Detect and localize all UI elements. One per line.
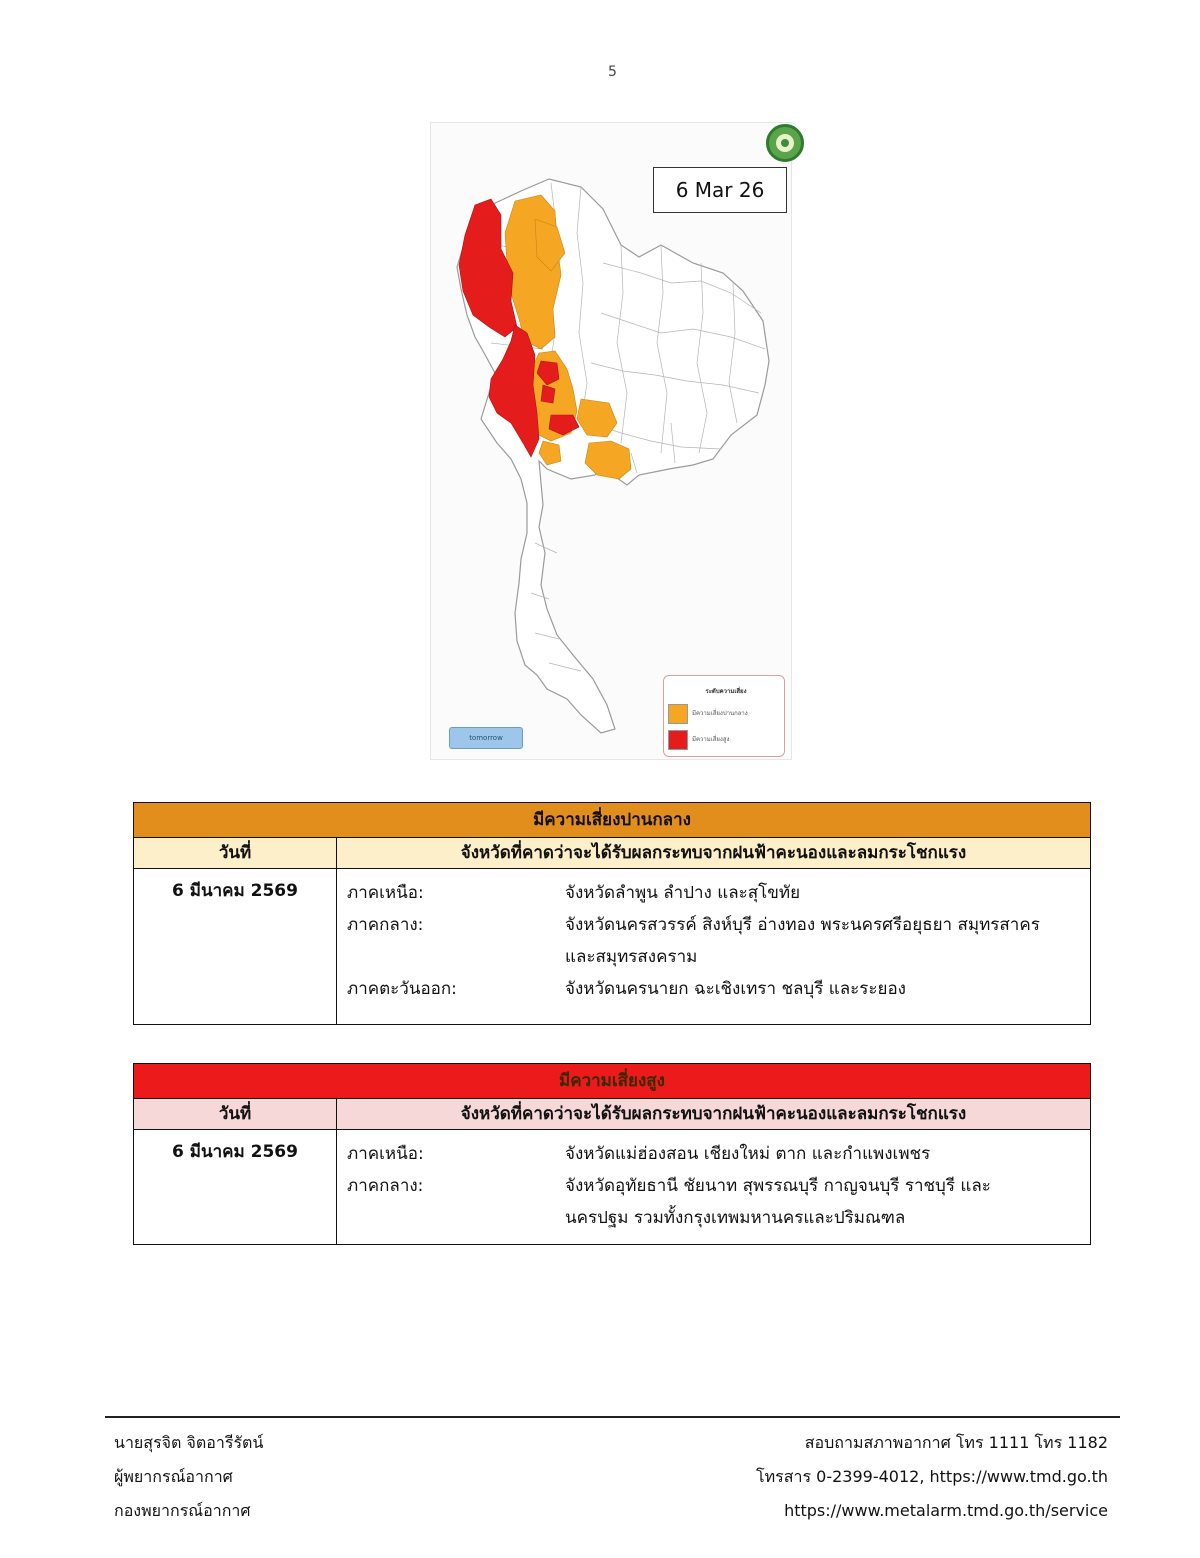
contact-phone: สอบถามสภาพอากาศ โทร 1111 โทร 1182 [804,1433,1108,1452]
page-number: 5 [608,64,617,80]
tmd-logo-core [781,139,789,147]
region-provinces: จังหวัดลำพูน ลำปาง และสุโขทัย [565,883,801,903]
legend-label-moderate: มีความเสี่ยงปานกลาง [692,710,748,717]
tmd-logo-icon [766,124,804,162]
region-name: ภาคกลาง: [347,915,424,935]
forecaster-title: ผู้พยากรณ์อากาศ [114,1467,233,1486]
region-name: ภาคกลาง: [347,1176,424,1196]
map-legend [663,675,785,757]
legend-item-moderate [668,704,782,722]
map-date-label: 6 Mar 26 [653,167,787,213]
footer-signature [114,1426,263,1528]
high-risk-table [133,1063,1091,1245]
moderate-col-date: วันที่ [134,838,337,869]
legend-title: ระดับความเสี่ยง [705,688,747,695]
footer-divider [105,1416,1120,1418]
legend-item-high [668,730,782,748]
tomorrow-logo: tomorrow [449,727,523,749]
moderate-region-row [347,909,1090,973]
high-regions [337,1130,1091,1245]
department-name: กองพยากรณ์อากาศ [114,1501,251,1520]
region-provinces: จังหวัดนครสวรรค์ สิงห์บุรี อ่างทอง พระนครศรีอยุธยา สมุทรสาคร และสมุทรสงคราม [565,915,1040,967]
thailand-map [431,123,791,759]
high-col-date: วันที่ [134,1099,337,1130]
forecaster-name: นายสุรจิต จิตอารีรัตน์ [114,1433,264,1452]
moderate-regions [337,869,1091,1025]
high-risk-title: มีความเสี่ยงสูง [134,1064,1091,1099]
footer-contact [756,1426,1108,1528]
region-name: ภาคเหนือ: [347,883,424,903]
moderate-date: 6 มีนาคม 2569 [134,869,337,1025]
legend-label-high: มีความเสี่ยงสูง [692,736,730,743]
moderate-swatch [668,704,688,724]
risk-map [430,122,792,760]
high-col-provinces: จังหวัดที่คาดว่าจะได้รับผลกระทบจากฝนฟ้าคะนองและลมกระโชกแรง [337,1099,1091,1130]
region-provinces: จังหวัดนครนายก ฉะเชิงเทรา ชลบุรี และระยอง [565,979,906,999]
moderate-col-provinces: จังหวัดที่คาดว่าจะได้รับผลกระทบจากฝนฟ้าคะนองและลมกระโชกแรง [337,838,1091,869]
contact-fax[interactable]: โทรสาร 0-2399-4012, https://www.tmd.go.th [756,1467,1108,1486]
service-url[interactable]: https://www.metalarm.tmd.go.th/service [784,1501,1108,1520]
moderate-risk-table [133,802,1091,1025]
high-swatch [668,730,688,750]
region-name: ภาคเหนือ: [347,1144,424,1164]
region-name: ภาคตะวันออก: [347,979,457,999]
region-provinces: จังหวัดแม่ฮ่องสอน เชียงใหม่ ตาก และกำแพงเพชร [565,1144,931,1164]
high-region-row [347,1138,1090,1170]
moderate-risk-title: มีความเสี่ยงปานกลาง [134,803,1091,838]
high-date: 6 มีนาคม 2569 [134,1130,337,1245]
moderate-region-row [347,877,1090,909]
moderate-region-row [347,973,1090,1005]
region-provinces: จังหวัดอุทัยธานี ชัยนาท สุพรรณบุรี กาญจนบุรี ราชบุรี และนครปฐม รวมทั้งกรุงเทพมหานครและปริมณฑล [565,1176,991,1228]
high-region-row [347,1170,1090,1234]
